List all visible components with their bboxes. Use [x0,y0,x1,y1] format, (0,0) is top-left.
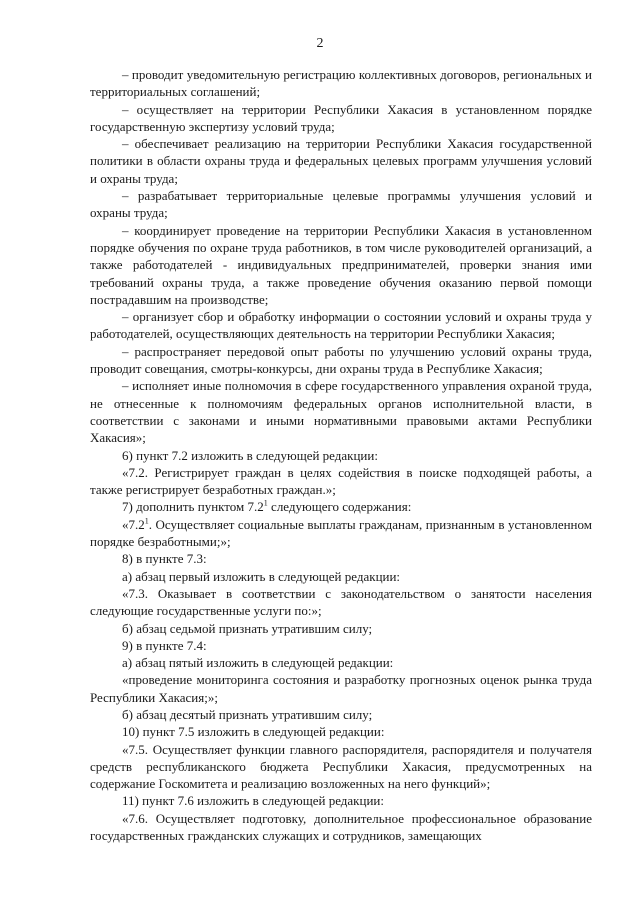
paragraph-text-before: «7.2 [122,516,145,532]
paragraph: «проведение мониторинга состояния и разработку прогнозных оценок рынка труда Республики Хакасия;»; [90,672,592,705]
paragraph-text-before: 7) дополнить пунктом 7.2 [122,499,264,515]
paragraph: «7.6. Осуществляет подготовку, дополнительное профессиональное образование государственных гражданских служащих и сотрудников, замещающих [90,810,592,844]
paragraph: 10) пункт 7.5 изложить в следующей редакции: [122,724,385,740]
paragraph: 6) пункт 7.2 изложить в следующей редакции: [122,447,378,463]
paragraph: – осуществляет на территории Республики Хакасия в установленном порядке государственную экспертизу условий труда; [90,101,592,134]
paragraph [90,498,592,515]
paragraph: 9) в пункте 7.4: [122,637,207,653]
page-number: 2 [316,36,324,51]
paragraph: а) абзац первый изложить в следующей редакции: [122,568,401,584]
paragraph: – координирует проведение на территории Республики Хакасия в установленном порядке обучения по охране труда работников, в том числе руководителей организаций, а также работодателей - индивидуальных предпринимателей, проверки знания ими требований охраны труда, а также проведение обучения оказанию первой помощи пострадавшим на производстве; [90,222,592,307]
paragraph: – распространяет передовой опыт работы по улучшению условий охраны труда, проводит совещания, смотры-конкурсы, дни охраны труда в Республике Хакасия; [90,343,592,377]
superscript: 1 [144,516,149,526]
paragraph: б) абзац седьмой признать утратившим силу; [122,620,373,636]
superscript: 1 [263,499,268,509]
paragraph: «7.3. Оказывает в соответствии с законодательством о занятости населения следующие государственные услуги по:»; [90,585,592,619]
paragraph: «7.2. Регистрирует граждан в целях содействия в поиске подходящей работы, а также регистрирует безработных граждан.»; [90,464,592,498]
document-body [90,66,592,844]
paragraph: – разрабатывает территориальные целевые программы улучшения условий и охраны труда; [90,188,592,221]
paragraph: б) абзац десятый признать утратившим силу; [122,706,373,722]
paragraph: а) абзац пятый изложить в следующей редакции: [122,655,394,671]
paragraph-text-after: . Осуществляет социальные выплаты гражданам, признанным в установленном порядке безработными;»; [90,516,592,550]
paragraph: 8) в пункте 7.3: [122,551,207,567]
paragraph: – исполняет иные полномочия в сфере государственного управления охраной труда, не отнесенные к полномочиям федеральных органов исполнительной власти, в соответствии с законами и иными нормативными правовыми актами Республики Хакасия»; [90,378,592,446]
paragraph: 11) пункт 7.6 изложить в следующей редакции: [122,793,384,809]
paragraph: – организует сбор и обработку информации о состоянии условий и охраны труда у работодателей, осуществляющих деятельность на территории Республики Хакасия; [90,309,592,342]
paragraph-text-after: следующего содержания: [267,499,412,515]
paragraph: – проводит уведомительную регистрацию коллективных договоров, региональных и территориальных соглашений; [90,67,592,100]
paragraph: «7.5. Осуществляет функции главного распорядителя, распорядителя и получателя средств республиканского бюджета Республики Хакасия, предусмотренных на содержание Госкомитета и реализацию возложенных на него функций»; [90,741,592,792]
paragraph: – обеспечивает реализацию на территории Республики Хакасия государственной политики в области охраны труда и федеральных целевых программ улучшения условий и охраны труда; [90,136,592,186]
paragraph [90,516,592,551]
